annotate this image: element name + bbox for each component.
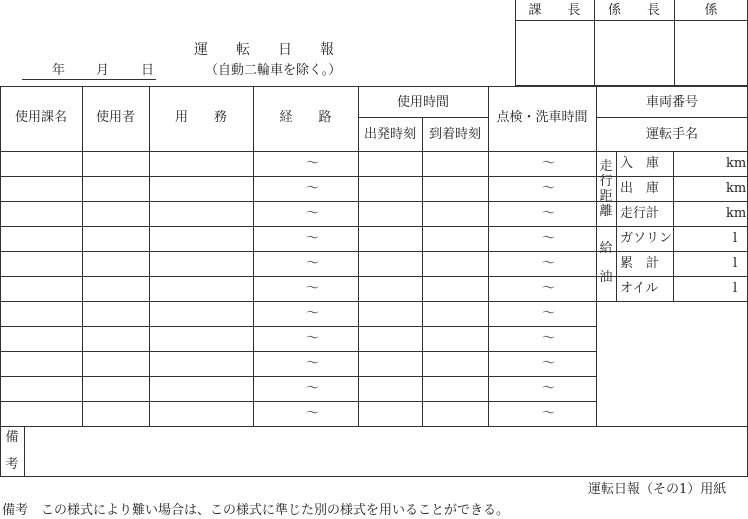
form-name: 運転日報（その1）用紙 [588, 482, 727, 497]
fuel-label-char: 油 [599, 270, 613, 285]
date-day: 日 [141, 63, 155, 78]
header-split [596, 117, 748, 118]
remarks-label-char: 考 [5, 457, 19, 472]
col-line [253, 86, 254, 426]
footnote: 備考 この様式により難い場合は、この様式に準じた別の様式を用いることができる。 [2, 503, 510, 518]
row-line [0, 176, 748, 177]
header-usage-time: 使用時間 [396, 95, 449, 110]
header-driver: 運転手名 [645, 127, 698, 142]
header-arrive-time: 到着時刻 [428, 127, 481, 142]
approval-section-chief: 課 長 [528, 3, 581, 18]
mileage-row-unit: km [726, 181, 747, 196]
header-dept: 使用課名 [14, 110, 67, 125]
fuel-row-label: ガソリン [620, 231, 673, 246]
fuel-row-label: オイル [620, 281, 659, 296]
row-line [0, 426, 748, 427]
approval-divider [515, 20, 748, 21]
fuel-row-unit: l [733, 256, 738, 271]
date-year: 年 [52, 63, 66, 78]
mileage-label-char: 離 [599, 204, 613, 219]
mileage-row-label: 入 庫 [620, 156, 660, 171]
row-line [0, 276, 748, 277]
fuel-row-label: 累 計 [620, 256, 660, 271]
header-vehicle-no: 車両番号 [645, 95, 698, 110]
fuel-row-unit: l [733, 281, 738, 296]
col-line [149, 86, 150, 426]
row-line [0, 226, 748, 227]
mileage-label-char: 走 [599, 159, 613, 174]
col-line [673, 151, 674, 301]
col-line [616, 151, 617, 301]
approval-subsection-chief: 係 長 [607, 3, 660, 18]
header-user: 使用者 [95, 110, 135, 125]
mileage-label-char: 距 [599, 189, 613, 204]
row-line [0, 401, 596, 402]
remarks-label-char: 備 [5, 430, 19, 445]
approval-staff: 係 [704, 3, 718, 18]
header-split [358, 117, 488, 118]
date-month: 月 [96, 63, 110, 78]
col-line [488, 86, 489, 426]
mileage-row-label: 出 庫 [620, 181, 660, 196]
row-line [0, 351, 596, 352]
mileage-row-unit: km [726, 156, 747, 171]
header-depart-time: 出発時刻 [363, 127, 416, 142]
row-line [0, 376, 596, 377]
row-line [0, 326, 596, 327]
row-line [0, 251, 748, 252]
row-line [0, 201, 748, 202]
page-title: 運 転 日 報 [194, 42, 334, 58]
header-inspection: 点検・洗車時間 [496, 110, 588, 125]
mileage-row-label: 走行計 [620, 206, 660, 221]
header-bottom [0, 151, 748, 152]
remarks-divider [24, 426, 25, 477]
header-route: 経 路 [279, 110, 332, 125]
fuel-row-unit: l [733, 231, 738, 246]
mileage-row-unit: km [726, 206, 747, 221]
col-line [82, 86, 83, 426]
date-underline [22, 79, 156, 80]
page-subtitle: （自動二輪車を除く。） [205, 63, 342, 78]
fuel-label-char: 給 [599, 241, 613, 256]
mileage-label-char: 行 [599, 174, 613, 189]
header-purpose: 用 務 [174, 110, 227, 125]
col-line [422, 117, 423, 426]
row-line [0, 301, 748, 302]
